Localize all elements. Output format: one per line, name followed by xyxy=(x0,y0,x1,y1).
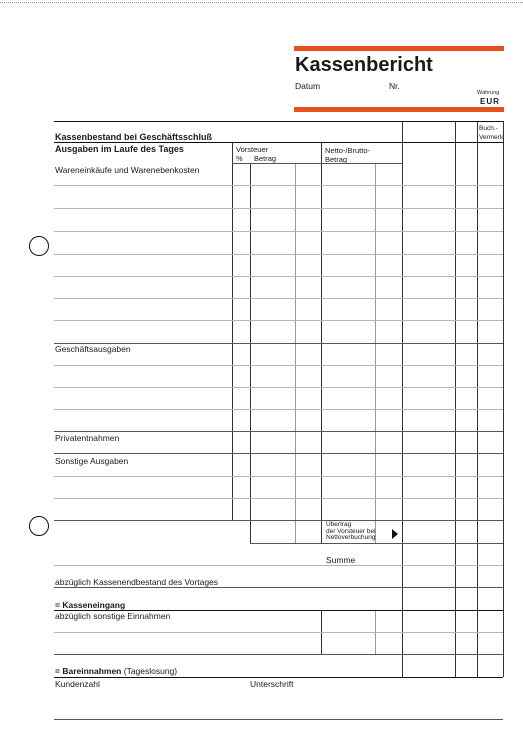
col-line-percent-right xyxy=(250,163,251,543)
row-line xyxy=(54,208,503,209)
kasseneingang-text: Kasseneingang xyxy=(62,600,126,610)
col-line-netto-cents xyxy=(375,163,376,543)
line-summe xyxy=(54,587,503,588)
col-line-amount-cents xyxy=(455,121,456,677)
line-uebertrag-bottom xyxy=(250,543,503,544)
col-line-right-edge xyxy=(503,121,504,677)
kasseneingang-prefix: = xyxy=(55,600,63,610)
line-bareinnahmen xyxy=(54,677,503,678)
bareinnahmen-prefix: = xyxy=(55,666,63,676)
row-line xyxy=(54,276,503,277)
col-line-vorsteuer-left xyxy=(232,143,233,521)
summe-label: Summe xyxy=(326,555,356,565)
unterschrift-label: Unterschrift xyxy=(250,679,294,689)
percent-header: % xyxy=(236,154,243,163)
datum-label: Datum xyxy=(295,81,321,91)
arrow-right-icon xyxy=(392,529,398,539)
abzueglich-sonstige-label: abzüglich sonstige Einnahmen xyxy=(55,611,171,621)
betrag-header: Betrag xyxy=(254,154,277,163)
wareneinkaeufe-label: Wareneinkäufe und Warenebenkosten xyxy=(55,165,200,175)
row-line xyxy=(54,476,503,477)
privatentnahmen-label: Privatentnahmen xyxy=(55,433,120,443)
line-sonstige-einnahmen xyxy=(54,654,503,655)
punch-hole-upper xyxy=(29,236,49,256)
netto-brutto-header: Netto-/Brutto- Betrag xyxy=(325,146,371,164)
punch-hole-lower xyxy=(29,516,49,536)
row-line xyxy=(54,498,503,499)
line-signature xyxy=(54,719,503,720)
tageslosung-text: (Tageslosung) xyxy=(121,666,178,676)
line-kassenbestand xyxy=(54,142,503,143)
waehrung-label: Währung xyxy=(477,90,500,96)
section-line xyxy=(54,520,503,521)
row-line xyxy=(54,298,503,299)
col-line-betrag-cents xyxy=(295,163,296,543)
row-line xyxy=(54,231,503,232)
row-line xyxy=(54,632,503,633)
bareinnahmen-label xyxy=(55,666,177,676)
row-line xyxy=(54,254,503,255)
header-top-bar xyxy=(294,46,504,51)
bareinnahmen-text: Bareinnahmen xyxy=(62,666,122,676)
ausgaben-label: Ausgaben im Laufe des Tages xyxy=(55,144,184,154)
uebertrag-label: Übertrag der Vorsteuer bei Nettoverbuchung xyxy=(326,521,376,541)
col-line-amount-right xyxy=(477,121,478,677)
row-line xyxy=(54,320,503,321)
row-line xyxy=(54,565,503,566)
page-title: Kassenbericht xyxy=(295,54,433,76)
kassenbestand-label: Kassenbestand bei Geschäftsschluß xyxy=(55,132,213,142)
line-top xyxy=(54,121,503,122)
row-line xyxy=(54,185,503,186)
line-headers xyxy=(232,163,402,164)
row-line xyxy=(54,365,503,366)
perforation-line xyxy=(0,2,523,3)
sonstige-ausgaben-label: Sonstige Ausgaben xyxy=(55,456,129,466)
row-line xyxy=(54,409,503,410)
kasseneingang-label xyxy=(55,600,125,610)
vorsteuer-header: Vorsteuer xyxy=(236,145,269,154)
nr-label: Nr. xyxy=(389,81,400,91)
row-line xyxy=(54,387,503,388)
geschaeftsausgaben-label: Geschäftsausgaben xyxy=(55,344,131,354)
abzueglich-kassenendbestand-label: abzüglich Kassenendbestand des Vortages xyxy=(55,577,219,587)
currency-code: EUR xyxy=(480,97,500,106)
section-line xyxy=(54,431,503,432)
header-bottom-bar xyxy=(294,107,504,112)
kundenzahl-label: Kundenzahl xyxy=(55,679,100,689)
buch-vermerk-header: Buch.- Vermerk xyxy=(479,125,504,141)
col-line-amount-left xyxy=(402,121,403,677)
section-line xyxy=(54,453,503,454)
